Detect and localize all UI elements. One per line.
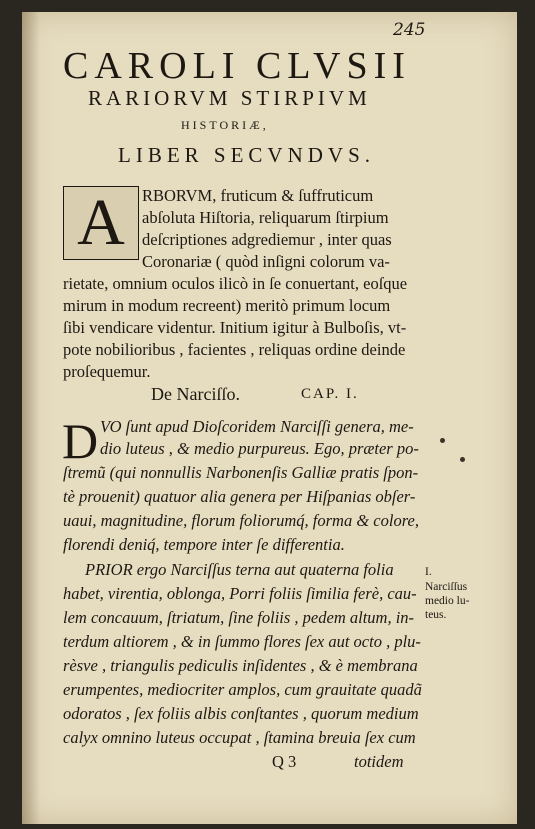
intro-line: proſequemur.	[63, 362, 151, 381]
intro-line: ſibi vendicare videntur. Initium igitur à Bulboſis, vt-	[63, 318, 407, 337]
paragraph-line: tè prouenit) quatuor alia genera per Hiſpanias obſer-	[63, 487, 416, 506]
intro-line: abſoluta Hiſtoria, reliquarum ſtirpium	[142, 208, 389, 227]
intro-line: mirum in modum recreent) meritò primum locum	[63, 296, 391, 315]
paragraph-line: rèsve , triangulis pediculis inſidentes , & è membrana	[63, 656, 418, 675]
paragraph-line: ſtremũ (qui nonnullis Narbonenſis Galliæ pratis ſpon-	[63, 463, 419, 482]
catchword: totidem	[354, 752, 404, 771]
paragraph-line: uaui, magnitudine, florum foliorumq́, forma & colore,	[63, 511, 419, 530]
decorated-initial	[63, 186, 139, 260]
book-section-title: LIBER SECVNDVS.	[118, 143, 376, 167]
marginal-note-line: medio lu-	[425, 595, 470, 607]
page-number: 245	[393, 20, 426, 40]
work-title: RARIORVM STIRPIVM	[88, 86, 371, 110]
author-heading: CAROLI CLVSII	[63, 45, 411, 87]
paragraph-line: odoratos , ſex foliis albis conſtantes , quorum medium	[63, 704, 419, 723]
intro-line: rietate, omnium oculos ilicò in ſe conuertant, eoſque	[63, 274, 408, 293]
intro-line: Coronariæ ( quòd inſigni colorum va-	[142, 252, 390, 271]
paragraph-line: habet, virentia, oblonga, Porri foliis ſimilia ferè, cau-	[63, 584, 417, 603]
marginal-note-line: I.	[425, 566, 432, 578]
paragraph-line: PRIOR ergo Narciſſus terna aut quaterna folia	[85, 560, 394, 579]
chapter-number: CAP. I.	[301, 386, 359, 402]
paragraph-initial: D	[62, 413, 99, 469]
intro-line: RBORVM, fruticum & ſuffruticum	[142, 186, 374, 205]
marginal-note-line: Narciſſus	[425, 581, 468, 593]
signature-mark: Q 3	[272, 752, 297, 771]
paragraph-line: lem concauum, ſtriatum, ſine foliis , pedem altum, in-	[63, 608, 415, 627]
ink-spot	[460, 457, 465, 462]
paragraph-line: calyx omnino luteus occupat , ſtamina breuia ſex cum	[63, 728, 416, 747]
paragraph-line: VO ſunt apud Dioſcoridem Narciſſi genera, me-	[100, 417, 414, 436]
paragraph-line: dio luteus , & medio purpureus. Ego, præter po-	[100, 439, 419, 458]
paragraph-line: terdum altiorem , & in ſummo flores ſex aut octo , plu-	[63, 632, 421, 651]
marginal-note-line: teus.	[425, 609, 447, 621]
intro-line: pote nobilioribus , facientes , reliquas ordine deinde	[63, 340, 406, 359]
paragraph-line: erumpentes, mediocriter amplos, cum grauitate quadã	[63, 680, 422, 699]
ink-spot	[440, 438, 445, 443]
historiae-subtitle: HISTORIÆ,	[181, 118, 269, 132]
paragraph-line: florendi deniq́, tempore inter ſe differentia.	[63, 535, 345, 554]
chapter-title: De Narciſſo.	[151, 384, 240, 404]
page-gutter-shadow	[22, 12, 40, 824]
intro-line: deſcriptiones adgrediemur , inter quas	[142, 230, 392, 249]
decorated-initial-letter: A	[77, 186, 125, 259]
